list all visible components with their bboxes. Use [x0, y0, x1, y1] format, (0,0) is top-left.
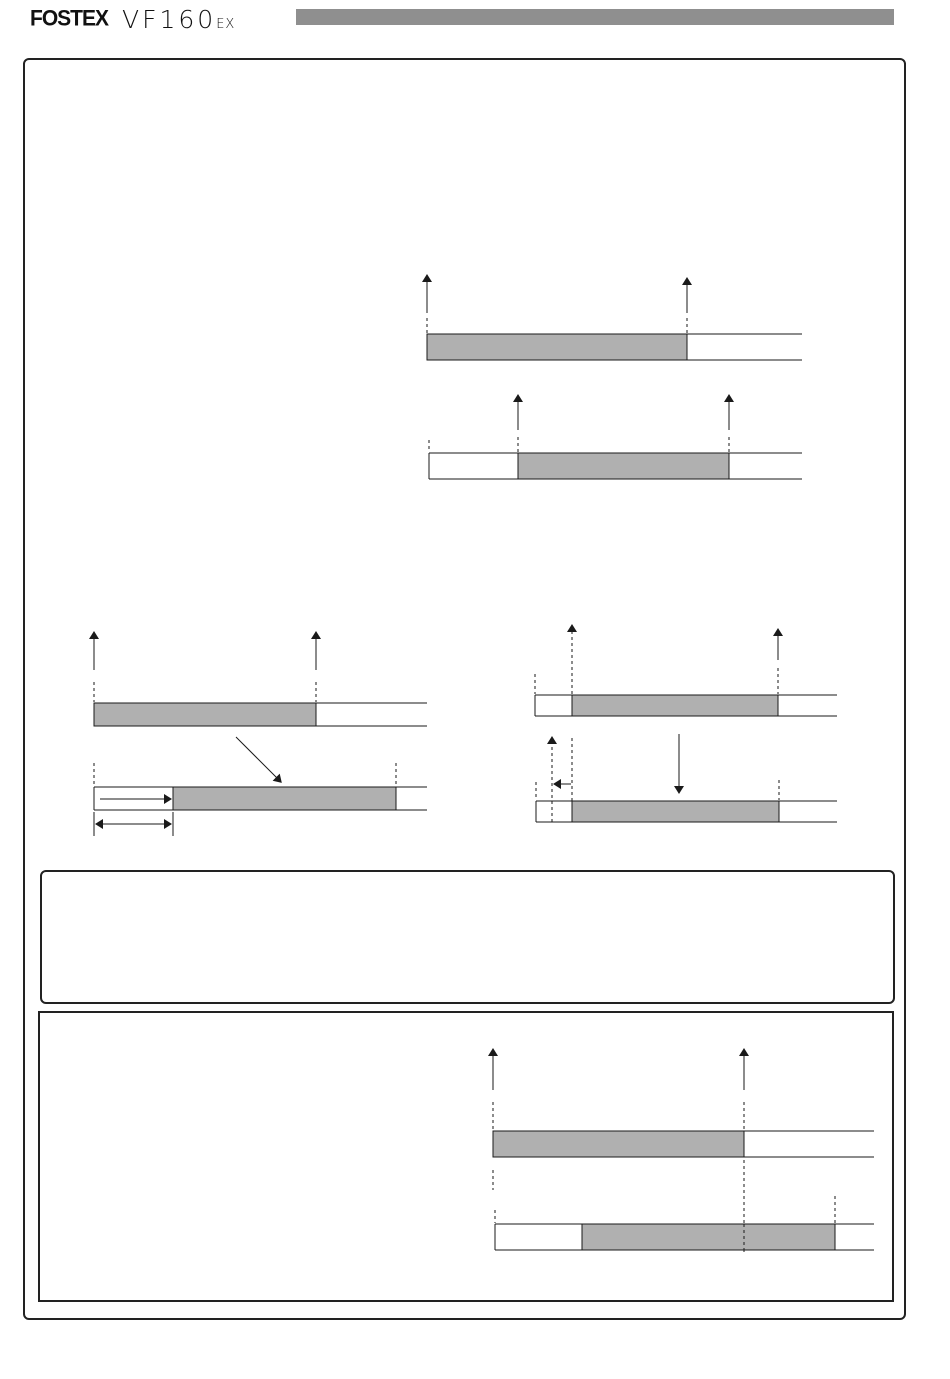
source-region: [493, 1131, 744, 1157]
source-region: [94, 703, 316, 726]
source-region: [572, 695, 778, 716]
source-region: [427, 334, 687, 360]
brand-name: FOSTEX: [30, 6, 109, 31]
moved-region: [572, 801, 779, 822]
diagram-copy-source-destination: [427, 278, 802, 479]
destination-region: [582, 1224, 835, 1250]
model-name: VF160EX: [122, 4, 236, 34]
moved-region: [173, 787, 396, 810]
destination-region: [518, 453, 729, 479]
diagram-move-offset: [94, 635, 427, 836]
diagram-bottom-section: [493, 1052, 874, 1252]
diagram-move-earlier: [535, 628, 837, 822]
diagonal-arrow: [236, 737, 279, 780]
